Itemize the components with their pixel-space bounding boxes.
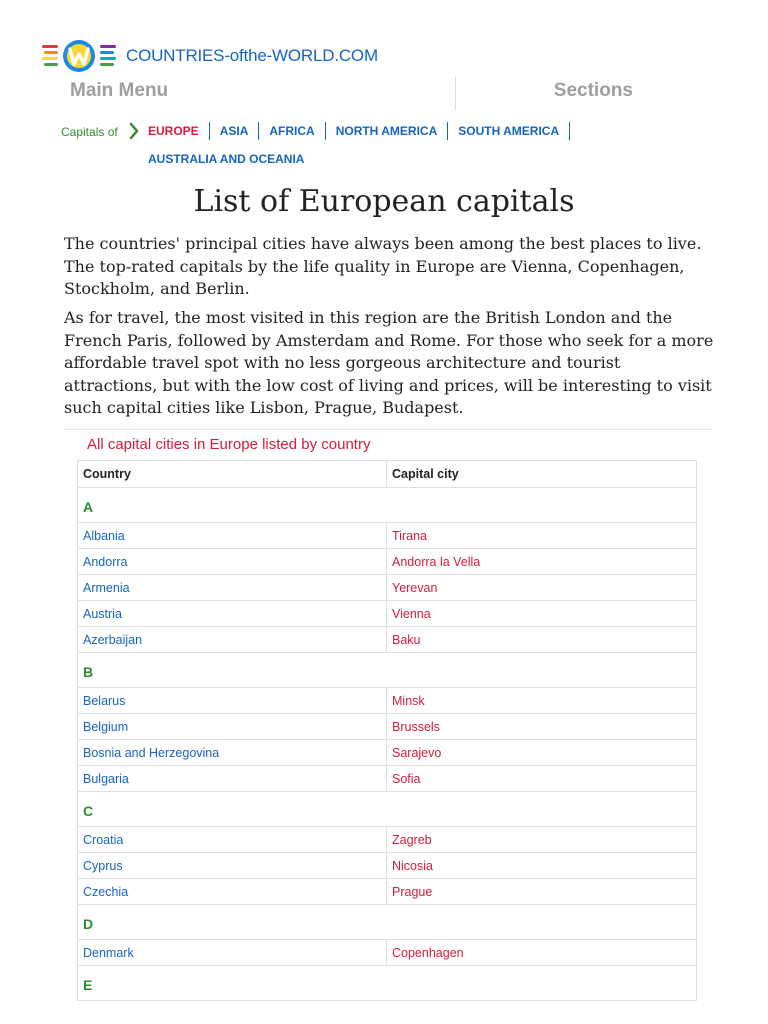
country-link[interactable]: Belarus [78,688,387,714]
sections-button[interactable]: Sections [553,80,633,101]
country-link[interactable]: Cyprus [78,853,387,879]
table-row [78,549,697,575]
table-row [78,714,697,740]
table-row [78,627,697,653]
capitals-of-label: Capitals of [61,125,118,139]
nav-link-north-america[interactable]: NORTH AMERICA [326,122,449,140]
table-row [78,523,697,549]
capital-link[interactable]: Tirana [387,523,697,549]
table-row [78,827,697,853]
capital-link[interactable]: Copenhagen [387,940,697,966]
letter-heading: C [78,792,697,827]
table-row [78,575,697,601]
table-row [78,853,697,879]
main-menu-button[interactable]: Main Menu [70,80,169,101]
capital-link[interactable]: Nicosia [387,853,697,879]
country-link[interactable]: Albania [78,523,387,549]
country-link[interactable]: Austria [78,601,387,627]
country-link[interactable]: Azerbaijan [78,627,387,653]
capital-link[interactable]: Sarajevo [387,740,697,766]
letter-heading: D [78,905,697,940]
travel-paragraph: As for travel, the most visited in this region are the British London and the French Paris, followed by Amsterdam and Rome. For those who seek for a more affordable travel spot with no less gorgeous architecture and tourist attractions, but with the low cost of living and prices, will be interesting to visit such capital cities like Lisbon, Prague, Budapest. [64,308,714,417]
table-row [78,740,697,766]
globe-w-logo-icon[interactable] [42,38,122,74]
letter-row [78,905,697,940]
section-divider [64,429,712,430]
nav-link-africa[interactable]: AFRICA [259,122,325,140]
capital-link[interactable]: Baku [387,627,697,653]
capital-link[interactable]: Andorra la Vella [387,549,697,575]
country-link[interactable]: Czechia [78,879,387,905]
column-header-country: Country [78,461,387,488]
menu-divider [455,76,456,110]
capital-link[interactable]: Minsk [387,688,697,714]
letter-row [78,966,697,1001]
country-link[interactable]: Andorra [78,549,387,575]
capital-link[interactable]: Prague [387,879,697,905]
table-caption: All capital cities in Europe listed by country [87,436,371,453]
country-link[interactable]: Bosnia and Herzegovina [78,740,387,766]
page-title: List of European capitals [193,184,575,219]
capitals-table [77,460,697,1001]
chevron-right-icon [128,122,140,140]
capital-link[interactable]: Vienna [387,601,697,627]
country-link[interactable]: Denmark [78,940,387,966]
nav-link-europe[interactable]: EUROPE [148,122,210,140]
table-row [78,688,697,714]
capital-link[interactable]: Sofia [387,766,697,792]
country-link[interactable]: Croatia [78,827,387,853]
capitals-links [148,122,708,168]
table-row [78,879,697,905]
nav-link-south-america[interactable]: SOUTH AMERICA [448,122,570,140]
letter-heading: B [78,653,697,688]
country-link[interactable]: Bulgaria [78,766,387,792]
letter-row [78,653,697,688]
letter-heading: E [78,966,697,1001]
table-row [78,766,697,792]
intro-paragraph: The countries' principal cities have always been among the best places to live. The top-rated capitals by the life quality in Europe are Vienna, Copenhagen, Stockholm, and Berlin. [64,234,702,298]
nav-link-asia[interactable]: ASIA [210,122,260,140]
column-header-capital: Capital city [387,461,697,488]
country-link[interactable]: Belgium [78,714,387,740]
capital-link[interactable]: Zagreb [387,827,697,853]
table-header-row [78,461,697,488]
letter-row [78,792,697,827]
nav-link-australia-oceania[interactable]: AUSTRALIA AND OCEANIA [148,152,305,166]
letter-heading: A [78,488,697,523]
table-row [78,940,697,966]
capital-link[interactable]: Brussels [387,714,697,740]
site-name-link[interactable]: COUNTRIES-ofthe-WORLD.COM [126,46,378,65]
letter-row [78,488,697,523]
menu-bar [0,76,768,110]
table-row [78,601,697,627]
capital-link[interactable]: Yerevan [387,575,697,601]
site-header [42,38,378,74]
country-link[interactable]: Armenia [78,575,387,601]
